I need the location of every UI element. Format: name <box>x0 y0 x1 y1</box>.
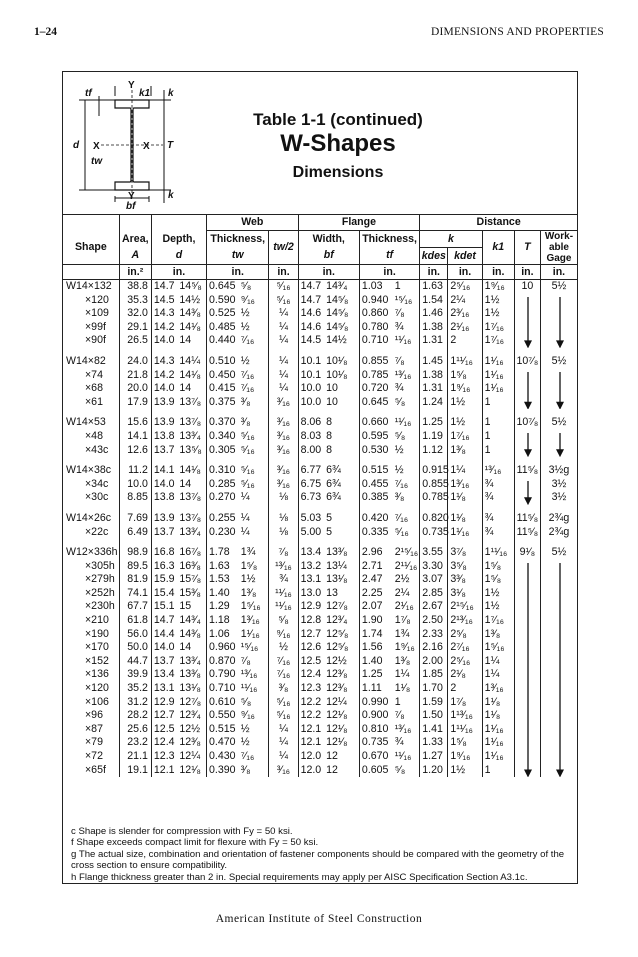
table-row: W14×53 15.6 13.9 13⁷⁄₈ 0.370 ³⁄₈ ³⁄₁₆ 8.06 8 0.660 ¹¹⁄₁₆ 1.25 1½ 1 10⁷⁄₈ 5½ <box>63 416 577 430</box>
table-row: W14×26c 7.69 13.9 13⁷⁄₈ 0.255 ¼ ⅛ 5.03 5 0.420 ⁷⁄₁₆ 0.820 1¹⁄₈ ¾ 11⁵⁄₈ 2¾g <box>63 512 577 526</box>
depth-header: Depth, <box>151 231 206 248</box>
table-row: ×305h 89.5 16.3 16³⁄₈ 1.63 1⁵⁄₈ ¹³⁄₁₆ 13.2 13¼ 2.71 2¹¹⁄₁₆ 3.30 3⁵⁄₈ 1⁵⁄₈ <box>63 560 577 574</box>
table-title: W-Shapes <box>280 130 396 157</box>
table-row: ×120 35.3 14.5 14½ 0.590 ⁹⁄₁₆ ⁵⁄₁₆ 14.7 14⁵⁄₈ 0.940 ¹⁵⁄₁₆ 1.54 2¼ 1½ <box>63 294 577 308</box>
table-row: ×279h 81.9 15.9 15⁷⁄₈ 1.53 1½ ¾ 13.1 13¹⁄₈ 2.47 2½ 3.07 3³⁄₈ 1⁵⁄₈ <box>63 573 577 587</box>
continuation-arrow <box>523 480 533 505</box>
table-number: Table 1-1 (continued) <box>253 110 423 129</box>
t-header: T <box>514 231 540 265</box>
table-row: ×79 23.2 12.4 12³⁄₈ 0.470 ½ ¼ 12.1 12¹⁄₈ 0.735 ¾ 1.33 1⁵⁄₈ 1¹⁄₁₆ <box>63 736 577 750</box>
table-row: ×252h 74.1 15.4 15³⁄₈ 1.40 1³⁄₈ ¹¹⁄₁₆ 13.0 13 2.25 2¼ 2.85 3¹⁄₈ 1½ <box>63 587 577 601</box>
table-row: ×152 44.7 13.7 13³⁄₄ 0.870 ⁷⁄₈ ⁷⁄₁₆ 12.5 12½ 1.40 1³⁄₈ 2.00 2⁵⁄₁₆ 1¼ <box>63 655 577 669</box>
continuation-arrow <box>523 371 533 410</box>
tw-symbol: tw <box>207 248 269 265</box>
table-row: ×22c 6.49 13.7 13³⁄₄ 0.230 ¼ ⅛ 5.00 5 0.335 ⁵⁄₁₆ 0.735 1¹⁄₁₆ ¾ 11⁵⁄₈ 2¾g <box>63 526 577 540</box>
table-row: W12×336h 98.9 16.8 16⁷⁄₈ 1.78 1¾ ⁷⁄₈ 13.4 13³⁄₈ 2.96 2¹⁵⁄₁₆ 3.55 3⁷⁄₈ 1¹¹⁄₁₆ 9¹⁄₈ 5½ <box>63 546 577 560</box>
depth-symbol: d <box>151 248 206 265</box>
w-shape-diagram <box>71 78 189 210</box>
page-number: 1–24 <box>34 26 57 38</box>
footnote-h: h Flange thickness greater than 2 in. Special requirements may apply per AISC Specification Section A3.1c. <box>71 871 528 883</box>
figure-label-x-left: X <box>93 141 100 152</box>
web-thickness-header: Thickness, <box>207 231 269 248</box>
figure-label-x-right: X <box>143 141 150 152</box>
table-row: ×190 56.0 14.4 14³⁄₈ 1.06 1¹⁄₁₆ ⁹⁄₁₆ 12.7 12⁵⁄₈ 1.74 1¾ 2.33 2⁵⁄₈ 1³⁄₈ <box>63 628 577 642</box>
figure-label-t: T <box>167 140 174 151</box>
table-row: ×72 21.1 12.3 12¼ 0.430 ⁷⁄₁₆ ¼ 12.0 12 0.670 ¹¹⁄₁₆ 1.27 1⁹⁄₁₆ 1¹⁄₁₆ <box>63 750 577 764</box>
table-row: ×120 35.2 13.1 13¹⁄₈ 0.710 ¹¹⁄₁₆ ³⁄₈ 12.3 12³⁄₈ 1.11 1¹⁄₈ 1.70 2 1³⁄₁₆ <box>63 682 577 696</box>
figure-label-k1: k1 <box>139 88 151 99</box>
footnote-g: g The actual size, combination and orientation of fastener components should be compared with the geometry of the cross section to ensure compatibility. <box>71 848 565 872</box>
k1-header: k1 <box>482 231 514 265</box>
table-row: ×68 20.0 14.0 14 0.415 ⁷⁄₁₆ ¼ 10.0 10 0.720 ¾ 1.31 1⁹⁄₁₆ 1¹⁄₁₆ <box>63 382 577 396</box>
table-row: ×210 61.8 14.7 14³⁄₄ 1.18 1³⁄₁₆ ⁵⁄₈ 12.8 12³⁄₄ 1.90 1⁷⁄₈ 2.50 2¹³⁄₁₆ 1⁷⁄₁₆ <box>63 614 577 628</box>
shape-header: Shape <box>74 240 107 253</box>
table-row: ×96 28.2 12.7 12³⁄₄ 0.550 ⁹⁄₁₆ ⁵⁄₁₆ 12.2 12¹⁄₈ 0.900 ⁷⁄₈ 1.50 1¹³⁄₁₆ 1¹⁄₈ <box>63 709 577 723</box>
web-group-header: Web <box>207 215 299 231</box>
table-row: ×34c 10.0 14.0 14 0.285 ⁵⁄₁₆ ³⁄₁₆ 6.75 6¾ 0.455 ⁷⁄₁₆ 0.855 1³⁄₁₆ ¾ 3½ <box>63 478 577 492</box>
table-row: W14×38c 11.2 14.1 14¹⁄₈ 0.310 ⁵⁄₁₆ ³⁄₁₆ 6.77 6¾ 0.515 ½ 0.915 1¼ ¹³⁄₁₆ 11⁵⁄₈ 3½g <box>63 464 577 478</box>
table-row: ×30c 8.85 13.8 13⁷⁄₈ 0.270 ¼ ⅛ 6.73 6¾ 0.385 ³⁄₈ 0.785 1¹⁄₈ ¾ 3½ <box>63 491 577 505</box>
continuation-arrow <box>523 296 533 348</box>
table-subtitle: Dimensions <box>292 164 384 181</box>
table-body <box>63 280 577 778</box>
table-row: ×74 21.8 14.2 14¹⁄₈ 0.450 ⁷⁄₁₆ ¼ 10.1 10¹⁄₈ 0.785 ¹³⁄₁₆ 1.38 1⁵⁄₈ 1¹⁄₁₆ <box>63 369 577 383</box>
continuation-arrow <box>555 371 565 410</box>
figure-label-y-bottom: Y <box>128 191 135 202</box>
figure-label-tf: tf <box>85 88 92 99</box>
table-row: ×170 50.0 14.0 14 0.960 ¹⁵⁄₁₆ ½ 12.6 12⁵⁄₈ 1.56 1⁹⁄₁₆ 2.16 2⁷⁄₁₆ 1⁵⁄₁₆ <box>63 641 577 655</box>
bf-symbol: bf <box>298 248 359 265</box>
table-row: ×43c 12.6 13.7 13⁵⁄₈ 0.305 ⁵⁄₁₆ ³⁄₁₆ 8.00 8 0.530 ½ 1.12 1³⁄₈ 1 <box>63 444 577 458</box>
area-symbol: A <box>119 248 151 265</box>
table-row: W14×82 24.0 14.3 14¼ 0.510 ½ ¼ 10.1 10¹⁄₈ 0.855 ⁷⁄₈ 1.45 1¹¹⁄₁₆ 1¹⁄₁₆ 10⁷⁄₈ 5½ <box>63 355 577 369</box>
table-row: ×136 39.9 13.4 13³⁄₈ 0.790 ¹³⁄₁₆ ⁷⁄₁₆ 12.4 12³⁄₈ 1.25 1¼ 1.85 2¹⁄₈ 1¼ <box>63 668 577 682</box>
table-row: ×65f 19.1 12.1 12¹⁄₈ 0.390 ³⁄₈ ³⁄₁₆ 12.0 12 0.605 ⁵⁄₈ 1.20 1½ 1 <box>63 764 577 778</box>
figure-label-tw: tw <box>91 156 103 167</box>
workable-gage-header: Work-able Gage <box>540 231 577 265</box>
table-row: ×109 32.0 14.3 14³⁄₈ 0.525 ½ ¼ 14.6 14⁵⁄₈ 0.860 ⁷⁄₈ 1.46 2³⁄₁₆ 1½ <box>63 307 577 321</box>
table-frame <box>62 71 578 884</box>
figure-label-k-bottom: k <box>168 190 174 201</box>
table-title-block <box>213 110 463 186</box>
area-header: Area, <box>119 231 151 248</box>
k-header: k <box>420 231 482 248</box>
tw-half-header: tw/2 <box>269 231 298 265</box>
continuation-arrow <box>523 432 533 457</box>
kdes-symbol: kdes <box>420 248 448 265</box>
table-row: ×90f 26.5 14.0 14 0.440 ⁷⁄₁₆ ¼ 14.5 14½ 0.710 ¹¹⁄₁₆ 1.31 2 1⁷⁄₁₆ <box>63 334 577 348</box>
flange-thickness-header: Thickness, <box>359 231 419 248</box>
flange-width-header: Width, <box>298 231 359 248</box>
continuation-arrow <box>555 296 565 348</box>
table-row: ×48 14.1 13.8 13³⁄₄ 0.340 ⁵⁄₁₆ ³⁄₁₆ 8.03 8 0.595 ⁵⁄₈ 1.19 1⁷⁄₁₆ 1 <box>63 430 577 444</box>
table-row: ×99f 29.1 14.2 14¹⁄₈ 0.485 ½ ¼ 14.6 14⁵⁄₈ 0.780 ¾ 1.38 2¹⁄₁₆ 1⁷⁄₁₆ <box>63 321 577 335</box>
page-header <box>34 26 604 42</box>
section-title: DIMENSIONS AND PROPERTIES <box>431 26 604 38</box>
figure-label-d: d <box>73 140 80 151</box>
continuation-arrow <box>555 562 565 778</box>
table-row: ×87 25.6 12.5 12½ 0.515 ½ ¼ 12.1 12¹⁄₈ 0.810 ¹³⁄₁₆ 1.41 1¹¹⁄₁₆ 1¹⁄₁₆ <box>63 723 577 737</box>
continuation-arrow <box>523 562 533 778</box>
figure-label-k-top: k <box>168 88 174 99</box>
footnote-c: c Shape is slender for compression with Fy = 50 ksi. <box>71 826 293 837</box>
figure-label-bf: bf <box>126 201 136 210</box>
page-footer: American Institute of Steel Construction <box>215 913 423 925</box>
units-row: in.² in. in. in. in. in. in. in. in. in. in. <box>63 265 577 280</box>
continuation-arrow <box>555 432 565 457</box>
distance-group-header: Distance <box>420 215 577 231</box>
dimensions-table <box>63 214 577 777</box>
footnote-f: f Shape exceeds compact limit for flexure with Fy = 50 ksi. <box>71 837 319 849</box>
figure-label-y-top: Y <box>128 80 135 91</box>
table-row: ×106 31.2 12.9 12⁷⁄₈ 0.610 ⁵⁄₈ ⁵⁄₁₆ 12.2 12¼ 0.990 1 1.59 1⁷⁄₈ 1¹⁄₈ <box>63 696 577 710</box>
table-row: ×230h 67.7 15.1 15 1.29 1⁵⁄₁₆ ¹¹⁄₁₆ 12.9 12⁷⁄₈ 2.07 2¹⁄₁₆ 2.67 2¹⁵⁄₁₆ 1½ <box>63 600 577 614</box>
table-row: W14×132 38.8 14.7 14⁵⁄₈ 0.645 ⁵⁄₈ ⁵⁄₁₆ 14.7 14³⁄₄ 1.03 1 1.63 2⁵⁄₁₆ 1⁹⁄₁₆ 10 5½ <box>63 280 577 294</box>
footnotes <box>71 826 571 883</box>
flange-group-header: Flange <box>298 215 420 231</box>
table-row: ×61 17.9 13.9 13⁷⁄₈ 0.375 ³⁄₈ ³⁄₁₆ 10.0 10 0.645 ⁵⁄₈ 1.24 1½ 1 <box>63 396 577 410</box>
tf-symbol: tf <box>359 248 419 265</box>
kdet-symbol: kdet <box>448 248 482 265</box>
